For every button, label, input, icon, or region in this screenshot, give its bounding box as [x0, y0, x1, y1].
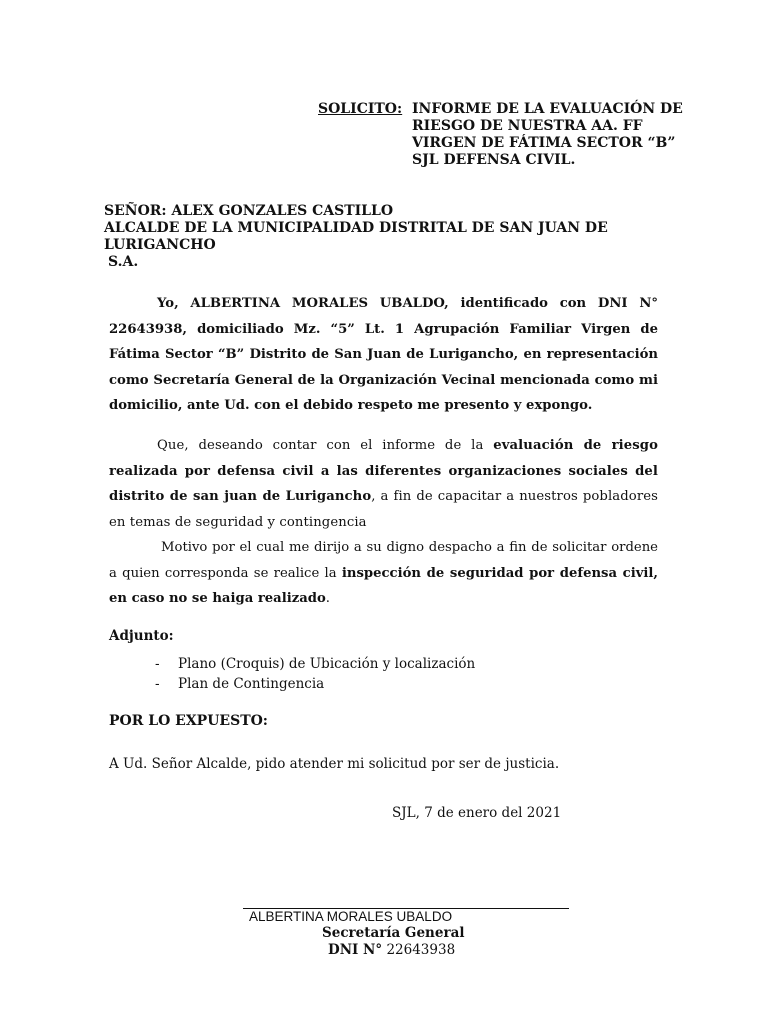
solicito-line: SJL DEFENSA CIVIL. — [412, 152, 576, 168]
adjunto-label: Adjunto: — [109, 628, 174, 644]
expuesto-heading: POR LO EXPUESTO: — [109, 713, 268, 729]
request-text-2: , a fin de capacitar a nuestros pobladores en temas de seguridad y contingencia — [109, 489, 659, 530]
solicito-line: VIRGEN DE FÁTIMA SECTOR “B” — [412, 135, 676, 151]
dni-number: 22643938 — [386, 942, 456, 958]
addressee-district: LURIGANCHO — [104, 237, 216, 253]
addressee-block — [104, 203, 624, 271]
solicito-block — [318, 101, 402, 118]
solicito-line: RIESGO DE NUESTRA AA. FF — [412, 118, 643, 134]
addressee-name: SEÑOR: ALEX GONZALES CASTILLO — [104, 203, 394, 219]
solicito-line: INFORME DE LA EVALUACIÓN DE — [412, 101, 683, 117]
motive-text-1: Motivo por el cual me dirijo a su digno despacho a fin de solicitar ordene a quien corresponda se realice la — [109, 540, 658, 581]
motive-text-bold: inspección de seguridad por defensa civil, en caso no se haiga realizado — [109, 565, 658, 606]
request-paragraph — [109, 433, 658, 535]
intro-text: Yo, ALBERTINA MORALES UBALDO, identificado con DNI N° 22643938, domiciliado Mz. “5” Lt. 1 Agrupación Familiar Virgen de Fátima Sector “B” Distrito de San Juan de Lurigancho, en representación como Secretaría General de la Organización Vecinal mencionada como mi domicilio, ante Ud. con el debido respeto me presento y expongo. — [109, 296, 658, 413]
motive-text-2: . — [325, 591, 330, 606]
request-text-bold: evaluación de riesgo realizada por defensa civil a las diferentes organizaciones sociales del distrito de san juan de Lurigancho — [109, 438, 659, 504]
signatory-dni — [328, 942, 455, 958]
request-text-1: Que, deseando contar con el informe de la — [157, 438, 494, 453]
list-bullet: - — [155, 656, 160, 672]
addressee-sa: S.A. — [108, 254, 139, 270]
addressee-title: ALCALDE DE LA MUNICIPALIDAD DISTRITAL DE SAN JUAN DE — [104, 220, 608, 236]
place-date: SJL, 7 de enero del 2021 — [392, 805, 562, 821]
adjunto-item: Plano (Croquis) de Ubicación y localización — [178, 656, 476, 672]
adjunto-item: Plan de Contingencia — [178, 676, 325, 692]
solicito-label: SOLICITO: — [318, 101, 403, 117]
signatory-role: Secretaría General — [322, 925, 465, 941]
closing-text: A Ud. Señor Alcalde, pido atender mi solicitud por ser de justicia. — [109, 756, 560, 772]
solicito-subject — [412, 101, 712, 169]
list-bullet: - — [155, 676, 160, 692]
signatory-name: ALBERTINA MORALES UBALDO — [249, 909, 453, 924]
dni-label: DNI N° — [328, 942, 383, 958]
intro-paragraph — [109, 291, 658, 419]
motive-paragraph — [109, 535, 658, 612]
